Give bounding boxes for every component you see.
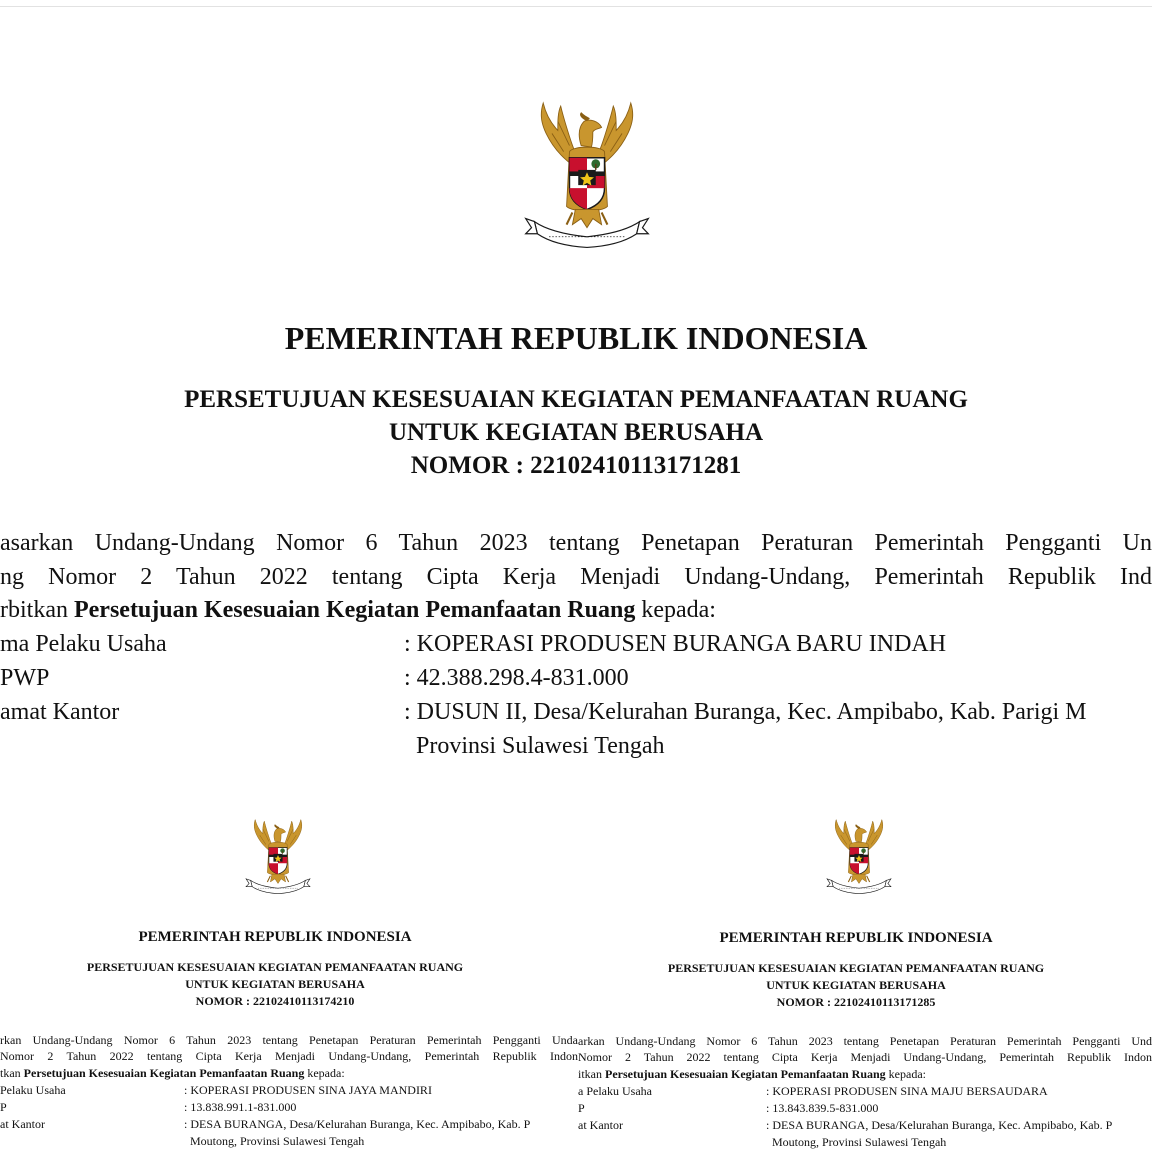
paragraph-line-3-bold: Persetujuan Kesesuaian Kegiatan Pemanfaatan Ruang xyxy=(23,1066,305,1080)
garuda-emblem-icon xyxy=(240,818,316,896)
field-label-npwp: P xyxy=(0,1100,7,1114)
paragraph-line-1: arkan Undang-Undang Nomor 6 Tahun 2023 tentang Penetapan Peraturan Pemerintah Pengganti Und xyxy=(578,1034,1152,1048)
government-title: PEMERINTAH REPUBLIK INDONESIA xyxy=(719,930,993,946)
document-number: NOMOR : 22102410113174210 xyxy=(195,994,355,1008)
document-title-line2: UNTUK KEGIATAN BERUSAHA xyxy=(388,419,764,446)
document-title-line1: PERSETUJUAN KESESUAIAN KEGIATAN PEMANFAATAN RUANG xyxy=(667,961,1045,975)
field-value-office-address: : DESA BURANGA, Desa/Kelurahan Buranga, Kec. Ampibabo, Kab. P xyxy=(184,1117,531,1131)
field-label-business-name: a Pelaku Usaha xyxy=(578,1084,652,1098)
field-value-office-address-cont: Provinsi Sulawesi Tengah xyxy=(416,733,665,759)
document-number: NOMOR : 22102410113171285 xyxy=(776,995,936,1009)
document-title-line2: UNTUK KEGIATAN BERUSAHA xyxy=(766,978,946,992)
field-value-business-name: : KOPERASI PRODUSEN SINA MAJU BERSAUDARA xyxy=(766,1084,1048,1098)
field-label-business-name: Pelaku Usaha xyxy=(0,1083,66,1097)
field-label-npwp: P xyxy=(578,1101,585,1115)
field-label-npwp: PWP xyxy=(0,665,50,691)
field-label-office-address: at Kantor xyxy=(0,1117,45,1131)
paragraph-line-1: rkan Undang-Undang Nomor 6 Tahun 2023 tentang Penetapan Peraturan Pemerintah Pengganti Unda xyxy=(0,1033,578,1047)
government-title: PEMERINTAH REPUBLIK INDONESIA xyxy=(138,929,412,945)
paragraph-line-2: Nomor 2 Tahun 2022 tentang Cipta Kerja Menjadi Undang-Undang, Pemerintah Republik Indon xyxy=(578,1050,1152,1064)
government-title: PEMERINTAH REPUBLIK INDONESIA xyxy=(284,320,868,356)
field-value-npwp: : 42.388.298.4-831.000 xyxy=(404,665,629,691)
field-label-office-address: amat Kantor xyxy=(0,699,120,725)
field-value-office-address-cont: Moutong, Provinsi Sulawesi Tengah xyxy=(772,1135,947,1149)
document-number: NOMOR : 22102410113171281 xyxy=(410,452,742,479)
paragraph-line-3-suffix: kepada: xyxy=(885,1067,926,1081)
right-document xyxy=(578,800,1152,1152)
paragraph-line-3-suffix: kepada: xyxy=(635,597,716,623)
field-value-office-address-cont: Moutong, Provinsi Sulawesi Tengah xyxy=(190,1134,365,1148)
garuda-emblem-icon xyxy=(514,100,660,252)
garuda-emblem-icon xyxy=(821,818,897,896)
left-document xyxy=(0,800,578,1152)
document-title-line1: PERSETUJUAN KESESUAIAN KEGIATAN PEMANFAATAN RUANG xyxy=(184,386,968,413)
paragraph-line-3-prefix: itkan xyxy=(578,1067,605,1081)
paragraph-line-3-prefix: rbitkan xyxy=(0,597,74,623)
field-value-npwp: : 13.838.991.1-831.000 xyxy=(184,1100,297,1114)
field-value-npwp: : 13.843.839.5-831.000 xyxy=(766,1101,879,1115)
paragraph-line-3 xyxy=(578,1067,926,1082)
field-label-business-name: ma Pelaku Usaha xyxy=(0,631,167,657)
paragraph-line-2: ng Nomor 2 Tahun 2022 tentang Cipta Kerja Menjadi Undang-Undang, Pemerintah Republik Ind xyxy=(0,564,1152,590)
field-value-office-address: : DESA BURANGA, Desa/Kelurahan Buranga, Kec. Ampibabo, Kab. P xyxy=(766,1118,1113,1132)
paragraph-line-3-bold: Persetujuan Kesesuaian Kegiatan Pemanfaatan Ruang xyxy=(605,1067,886,1081)
document-title-line2: UNTUK KEGIATAN BERUSAHA xyxy=(185,977,365,991)
paragraph-line-2: Nomor 2 Tahun 2022 tentang Cipta Kerja Menjadi Undang-Undang, Pemerintah Republik Indon xyxy=(0,1049,578,1063)
paragraph-line-1: asarkan Undang-Undang Nomor 6 Tahun 2023 tentang Penetapan Peraturan Pemerintah Pengganti Un xyxy=(0,530,1152,556)
field-value-business-name: : KOPERASI PRODUSEN BURANGA BARU INDAH xyxy=(404,631,947,657)
paragraph-line-3-prefix: tkan xyxy=(0,1066,24,1080)
field-value-office-address: : DUSUN II, Desa/Kelurahan Buranga, Kec. Ampibabo, Kab. Parigi M xyxy=(404,699,1087,725)
paragraph-line-3-bold: Persetujuan Kesesuaian Kegiatan Pemanfaatan Ruang xyxy=(73,597,636,623)
field-label-office-address: at Kantor xyxy=(578,1118,623,1132)
paragraph-line-3 xyxy=(0,1066,345,1081)
paragraph-line-3 xyxy=(0,597,716,624)
document-title-line1: PERSETUJUAN KESESUAIAN KEGIATAN PEMANFAATAN RUANG xyxy=(86,960,464,974)
paragraph-line-3-suffix: kepada: xyxy=(304,1066,345,1080)
field-value-business-name: : KOPERASI PRODUSEN SINA JAYA MANDIRI xyxy=(184,1083,432,1097)
